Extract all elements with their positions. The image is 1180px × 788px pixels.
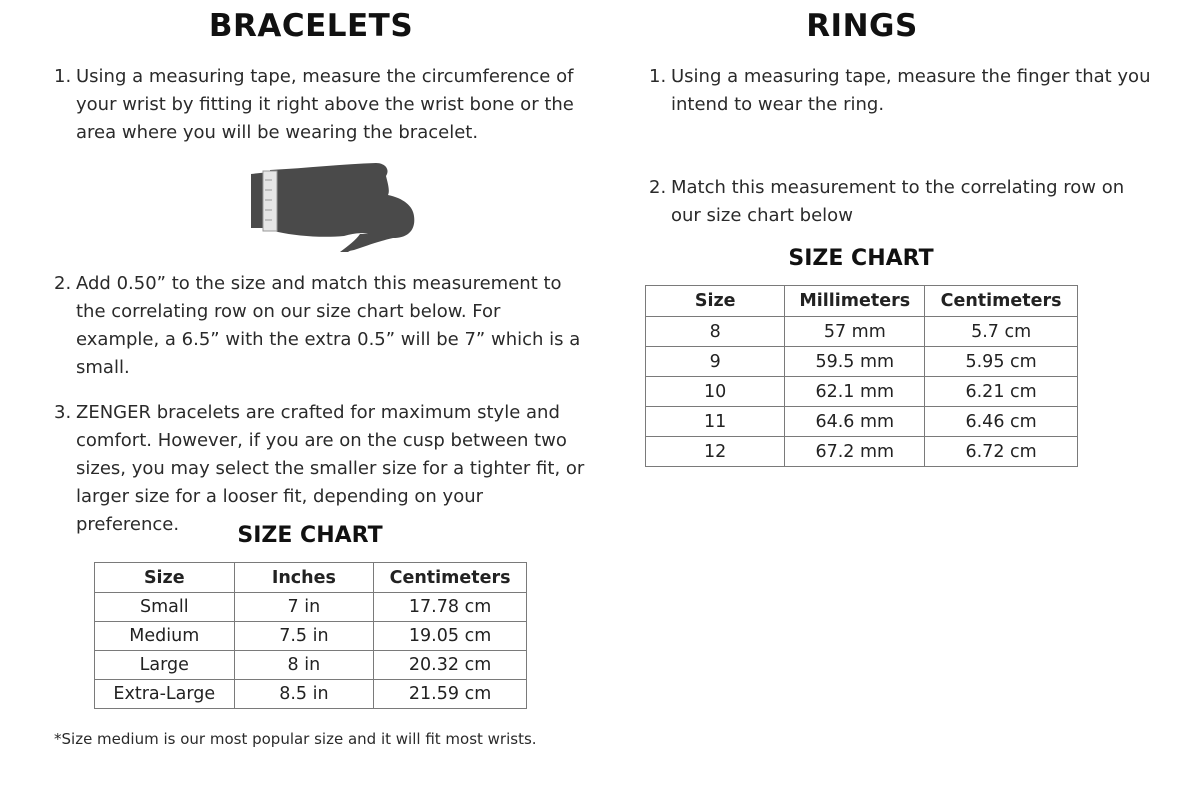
table-row bbox=[646, 347, 1078, 377]
bracelet-size-table bbox=[94, 562, 527, 709]
bracelet-chart-title: SIZE CHART bbox=[237, 523, 383, 548]
table-cell: 8 in bbox=[234, 651, 374, 680]
table-cell: 6.46 cm bbox=[925, 407, 1078, 437]
step-number: 2. bbox=[54, 273, 72, 294]
table-cell: 9 bbox=[646, 347, 785, 377]
step-number: 3. bbox=[54, 402, 72, 423]
step-text: Using a measuring tape, measure the finger that you intend to wear the ring. bbox=[671, 66, 1151, 115]
table-header-row bbox=[95, 563, 527, 593]
table-cell: 7.5 in bbox=[234, 622, 374, 651]
table-cell: 21.59 cm bbox=[374, 680, 527, 709]
table-cell: 19.05 cm bbox=[374, 622, 527, 651]
table-row bbox=[646, 377, 1078, 407]
table-header-row bbox=[646, 286, 1078, 317]
table-cell: 5.95 cm bbox=[925, 347, 1078, 377]
step-text: Using a measuring tape, measure the circumference of your wrist by fitting it right above the wrist bone or the area where you will be wearing the bracelet. bbox=[76, 66, 574, 143]
table-row bbox=[646, 437, 1078, 467]
table-cell: Extra-Large bbox=[95, 680, 235, 709]
table-cell: 10 bbox=[646, 377, 785, 407]
bracelets-title: BRACELETS bbox=[208, 8, 414, 44]
table-header-cell: Size bbox=[646, 286, 785, 317]
ring-chart-title: SIZE CHART bbox=[788, 246, 934, 271]
ring-size-table bbox=[645, 285, 1078, 467]
table-cell: 5.7 cm bbox=[925, 317, 1078, 347]
table-row bbox=[95, 680, 527, 709]
bracelet-step-2 bbox=[54, 270, 594, 382]
rings-title: RINGS bbox=[806, 8, 918, 44]
step-number: 1. bbox=[54, 66, 72, 87]
table-cell: Medium bbox=[95, 622, 235, 651]
table-cell: 7 in bbox=[234, 593, 374, 622]
bracelet-step-1 bbox=[54, 63, 594, 147]
table-row bbox=[95, 622, 527, 651]
table-row bbox=[95, 651, 527, 680]
table-cell: Small bbox=[95, 593, 235, 622]
table-cell: 62.1 mm bbox=[785, 377, 925, 407]
table-cell: 8 bbox=[646, 317, 785, 347]
step-number: 2. bbox=[649, 177, 667, 198]
table-cell: 57 mm bbox=[785, 317, 925, 347]
step-text: Add 0.50” to the size and match this measurement to the correlating row on our size chart below. For example, a 6.5” with the extra 0.5” will be 7” which is a small. bbox=[76, 273, 581, 378]
table-cell: Large bbox=[95, 651, 235, 680]
table-cell: 6.21 cm bbox=[925, 377, 1078, 407]
table-header-cell: Inches bbox=[234, 563, 374, 593]
ring-step-2 bbox=[649, 174, 1169, 230]
table-header-cell: Centimeters bbox=[374, 563, 527, 593]
table-cell: 67.2 mm bbox=[785, 437, 925, 467]
table-header-cell: Millimeters bbox=[785, 286, 925, 317]
table-row bbox=[95, 593, 527, 622]
table-cell: 12 bbox=[646, 437, 785, 467]
table-header-cell: Centimeters bbox=[925, 286, 1078, 317]
step-text: Match this measurement to the correlating row on our size chart below bbox=[671, 177, 1125, 226]
step-number: 1. bbox=[649, 66, 667, 87]
table-header-cell: Size bbox=[95, 563, 235, 593]
table-cell: 6.72 cm bbox=[925, 437, 1078, 467]
table-cell: 17.78 cm bbox=[374, 593, 527, 622]
ring-step-1 bbox=[649, 63, 1169, 119]
table-cell: 20.32 cm bbox=[374, 651, 527, 680]
step-text: ZENGER bracelets are crafted for maximum style and comfort. However, if you are on the cusp between two sizes, you may select the smaller size for a tighter fit, or larger size for a looser fit, depending on your preference. bbox=[76, 402, 585, 535]
bracelet-footnote: *Size medium is our most popular size and it will fit most wrists. bbox=[54, 730, 537, 748]
table-cell: 59.5 mm bbox=[785, 347, 925, 377]
table-cell: 11 bbox=[646, 407, 785, 437]
table-cell: 64.6 mm bbox=[785, 407, 925, 437]
bracelet-step-3 bbox=[54, 399, 594, 539]
table-row bbox=[646, 407, 1078, 437]
table-row bbox=[646, 317, 1078, 347]
hand-with-measuring-tape-icon bbox=[248, 160, 416, 254]
table-cell: 8.5 in bbox=[234, 680, 374, 709]
